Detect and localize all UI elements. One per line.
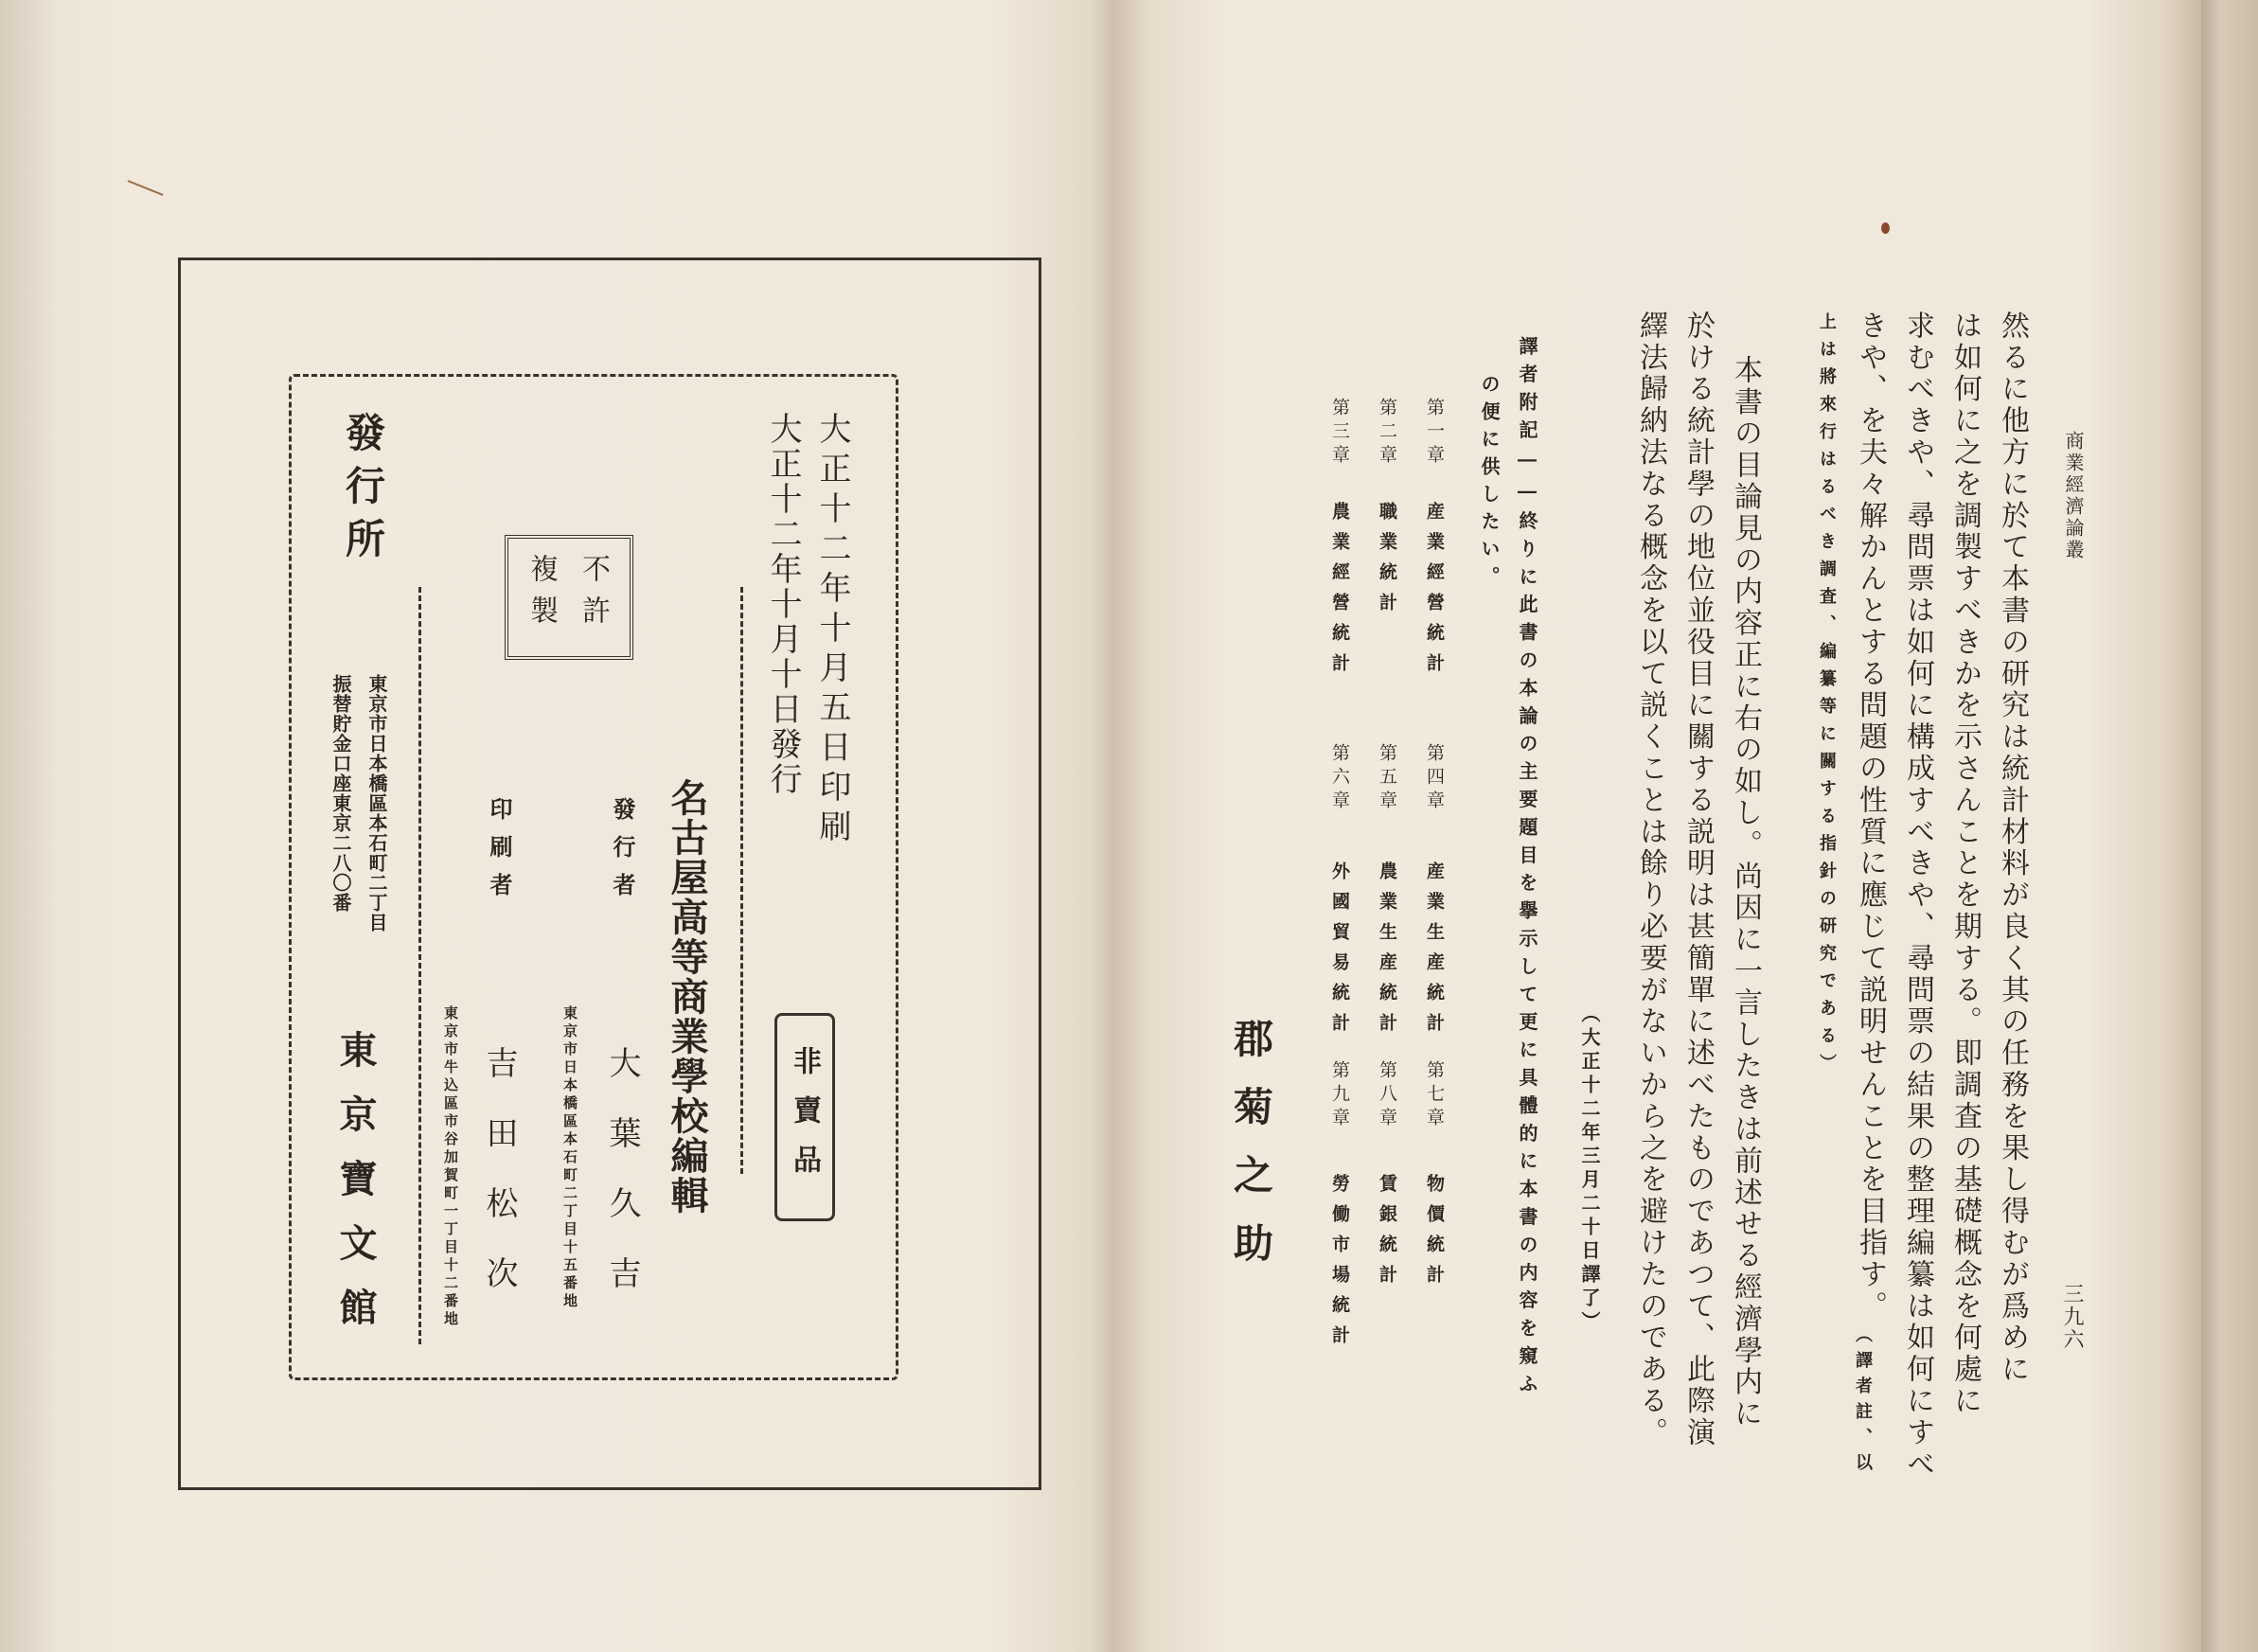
publisher-address: 東京市日本橋區本石町二丁目十五番地	[561, 1005, 578, 1311]
colophon-page	[0, 0, 1112, 1652]
chapter-title: 物價統計	[1424, 1174, 1445, 1295]
chapter-label: 第五章	[1377, 743, 1397, 814]
chapter-title: 産業生産統計	[1424, 862, 1445, 1043]
body-line: きや、を夫々解かんとする問題の性質に應じて説明せんことを目指す。	[1854, 311, 1887, 1323]
chapter-label: 第七章	[1424, 1060, 1445, 1131]
copyright-line-2: 複製	[524, 554, 558, 637]
running-head: 商業經濟論叢	[2062, 431, 2085, 561]
not-for-sale-label: 非賣品	[788, 1046, 821, 1194]
translator-note-start: （譯者註、以	[1853, 1325, 1873, 1479]
body-line: は如何に之を調製すべきかを示さんことを期する。即調査の基礎概念を何處に	[1948, 311, 1982, 1417]
issue-date: 大正十二年十月十日發行	[764, 412, 802, 797]
printer-label: 印刷者	[486, 797, 513, 911]
chapter-title: 農業經營統計	[1329, 502, 1350, 684]
editor-name: 名古屋高等商業學校編輯	[665, 778, 709, 1216]
chapter-label: 第四章	[1424, 743, 1445, 814]
copyright-line-1: 不許	[577, 554, 610, 637]
text-page	[1112, 0, 2201, 1652]
publishing-office-account: 振替貯金口座東京二八〇番	[329, 674, 352, 913]
publisher-name: 大葉久吉	[603, 1046, 641, 1326]
body-line: 然るに他方に於て本書の研究は統計材料が良く其の任務を果し得むが爲めに	[1996, 311, 2029, 1386]
translation-date-note: （大正十二年三月二十日譯了）	[1578, 1004, 1601, 1335]
body-line: 求むべきや、尋問票は如何に構成すべきや、尋問票の結果の整理編纂は如何にすべ	[1901, 311, 1934, 1481]
paper-mark	[128, 180, 164, 196]
printer-address: 東京市牛込區市谷加賀町一丁目十二番地	[442, 1005, 459, 1329]
chapter-title: 職業統計	[1377, 502, 1397, 623]
separator-right	[740, 587, 743, 1174]
appendix-text-end: の便に供したい。	[1478, 374, 1501, 594]
appendix-text: 譯者附記――終りに此書の本論の主要題目を擧示して更に具體的に本書の内容を窺ふ	[1516, 336, 1538, 1402]
translator-note: 上は將來行はるべき調査、編纂等に關する指針の研究である）	[1817, 312, 1837, 1081]
chapter-title: 賃銀統計	[1377, 1174, 1397, 1295]
print-date: 大正十二年十月五日印刷	[813, 412, 851, 849]
publisher-label: 發行者	[609, 797, 636, 911]
separator-left	[418, 587, 421, 1344]
page-number: 三九六	[2060, 1283, 2084, 1351]
chapter-title: 勞働市場統計	[1329, 1174, 1350, 1356]
chapter-label: 第二章	[1377, 398, 1397, 469]
chapter-title: 外國貿易統計	[1329, 862, 1350, 1043]
author-name: 郡菊之助	[1228, 1018, 1274, 1290]
body-line: 本書の目論見の内容正に右の如し。尚因に一言したきは前述せる經濟學内に	[1729, 355, 1762, 1430]
chapter-label: 第六章	[1329, 743, 1350, 814]
printer-name: 吉田松次	[480, 1046, 518, 1326]
chapter-label: 第八章	[1377, 1060, 1397, 1131]
book-edge	[2201, 0, 2258, 1652]
chapter-title: 産業經營統計	[1424, 502, 1445, 684]
publishing-office-label: 發行所	[340, 412, 386, 571]
publishing-office-address: 東京市日本橋區本石町二丁目	[365, 674, 388, 933]
chapter-label: 第一章	[1424, 398, 1445, 469]
body-line: 繹法歸納法なる概念を以て説くことは餘り必要がないから之を避けたのである。	[1634, 311, 1667, 1449]
chapter-title: 農業生産統計	[1377, 862, 1397, 1043]
chapter-label: 第三章	[1329, 398, 1350, 469]
publishing-office-name: 東京寶文館	[333, 1030, 378, 1352]
paper-stain	[1881, 222, 1890, 234]
body-line: 於ける統計學の地位並役目に關する説明は甚簡單に述べたものであつて、此際演	[1681, 311, 1715, 1449]
chapter-label: 第九章	[1329, 1060, 1350, 1131]
